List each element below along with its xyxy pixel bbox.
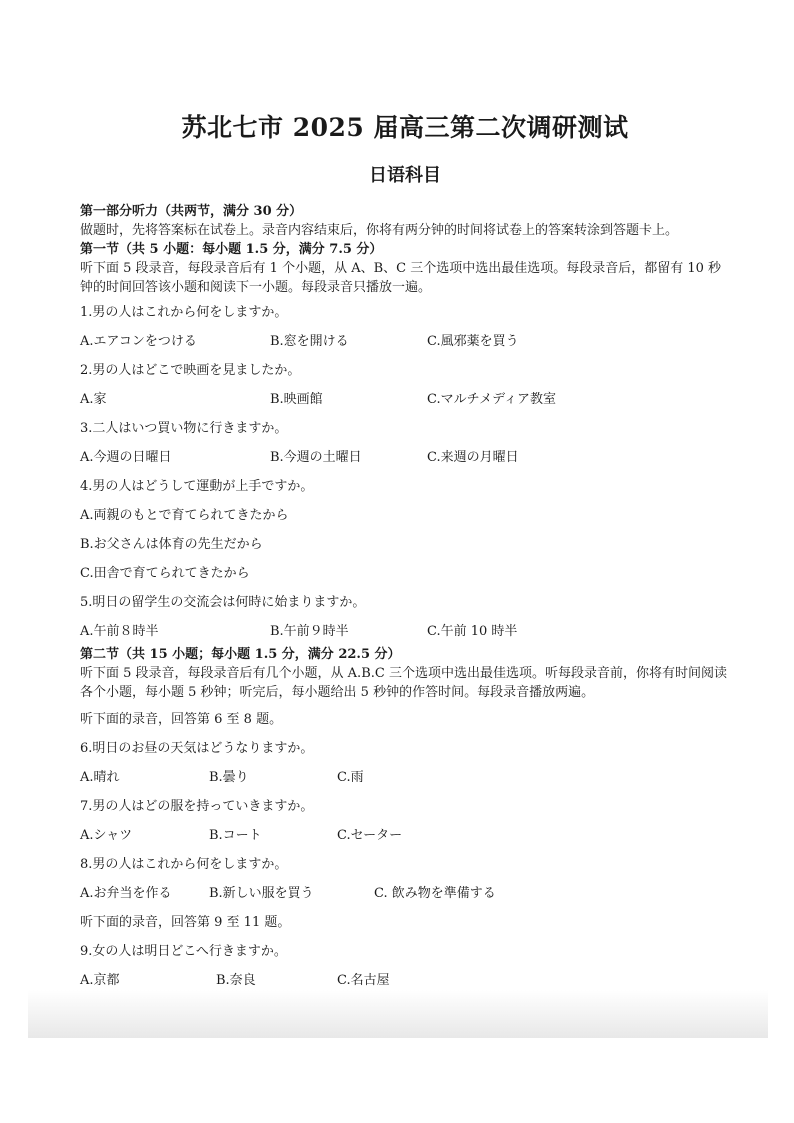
options-5 [80, 622, 730, 641]
option-a: A.お弁当を作る [80, 886, 172, 901]
exam-subtitle: 日语科目 [369, 165, 441, 186]
scan-shadow [28, 990, 768, 1038]
question-1: 1.男の人はこれから何をしますか。 [80, 305, 288, 320]
section2-instruction: 听下面 5 段录音，每段录音后有几个小题，从 A.B.C 三个选项中选出最佳选项。听每段录音前，你将有时间阅读各个小题，每小题 5 秒钟；听完后，每小题给出 5 秒钟的作答时间。每段录音播放两遍。 [80, 666, 727, 700]
option-b: B.今週の土曜日 [270, 450, 362, 465]
option-c: C.マルチメディア教室 [427, 392, 557, 407]
exam-title: 苏北七市 2025 届高三第二次调研测试 [181, 113, 629, 142]
options-6 [80, 768, 730, 787]
option-c: C. 飲み物を準備する [374, 886, 496, 901]
option-c: C.午前 10 時半 [427, 624, 518, 639]
question-3: 3.二人はいつ買い物に行きますか。 [80, 421, 288, 436]
options-7 [80, 826, 730, 845]
question-6: 6.明日のお昼の天気はどうなりますか。 [80, 741, 314, 756]
section1-instruction: 听下面 5 段录音，每段录音后有 1 个小题，从 A、B、C 三个选项中选出最佳选项。每段录音后，都留有 10 秒钟的时间回答该小题和阅读下一小题。每段录音只播放一遍。 [80, 261, 722, 295]
option-a: A.エアコンをつける [80, 334, 197, 349]
option-b: B.新しい服を買う [209, 886, 314, 901]
option-b: B.お父さんは体育の先生だから [80, 537, 263, 552]
option-c: C.雨 [337, 770, 364, 785]
options-9 [80, 971, 730, 990]
question-4: 4.男の人はどうして運動が上手ですか。 [80, 479, 314, 494]
option-a: A.午前８時半 [80, 624, 159, 639]
question-2: 2.男の人はどこで映画を見ましたか。 [80, 363, 301, 378]
option-a: A.シャツ [80, 828, 133, 843]
option-c: C.名古屋 [337, 973, 390, 988]
options-3 [80, 448, 730, 467]
option-a: A.家 [80, 392, 107, 407]
part1-heading: 第一部分听力（共两节，满分 30 分） [80, 204, 303, 219]
option-c: C.田舎で育てられてきたから [80, 566, 250, 581]
group-6-8-instruction: 听下面的录音，回答第 6 至 8 题。 [80, 712, 283, 727]
option-c: C.セーター [337, 828, 403, 843]
question-7: 7.男の人はどの服を持っていきますか。 [80, 799, 314, 814]
option-b: B.奈良 [216, 973, 256, 988]
option-c: C.来週の月曜日 [427, 450, 519, 465]
section1-heading: 第一节（共 5 小题：每小题 1.5 分，满分 7.5 分） [80, 242, 383, 257]
option-b: B.窓を開ける [270, 334, 349, 349]
option-a: A.両親のもとで育てられてきたから [80, 508, 289, 523]
group-9-11-instruction: 听下面的录音，回答第 9 至 11 题。 [80, 915, 291, 930]
question-9: 9.女の人は明日どこへ行きますか。 [80, 944, 287, 959]
question-5: 5.明日の留学生の交流会は何時に始まりますか。 [80, 595, 366, 610]
option-b: B.コート [209, 828, 262, 843]
option-b: B.曇り [209, 770, 249, 785]
exam-content [80, 108, 730, 990]
option-b: B.映画館 [270, 392, 323, 407]
options-8 [80, 884, 730, 903]
option-c: C.風邪薬を買う [427, 334, 519, 349]
options-1 [80, 332, 730, 351]
option-a: A.今週の日曜日 [80, 450, 172, 465]
option-b: B.午前９時半 [270, 624, 349, 639]
section2-heading: 第二节（共 15 小题；每小题 1.5 分，满分 22.5 分） [80, 647, 401, 662]
options-2 [80, 390, 730, 409]
question-8: 8.男の人はこれから何をしますか。 [80, 857, 288, 872]
part1-instruction: 做题时，先将答案标在试卷上。录音内容结束后，你将有两分钟的时间将试卷上的答案转涂到答题卡上。 [80, 223, 679, 238]
option-a: A.晴れ [80, 770, 120, 785]
option-a: A.京都 [80, 973, 120, 988]
